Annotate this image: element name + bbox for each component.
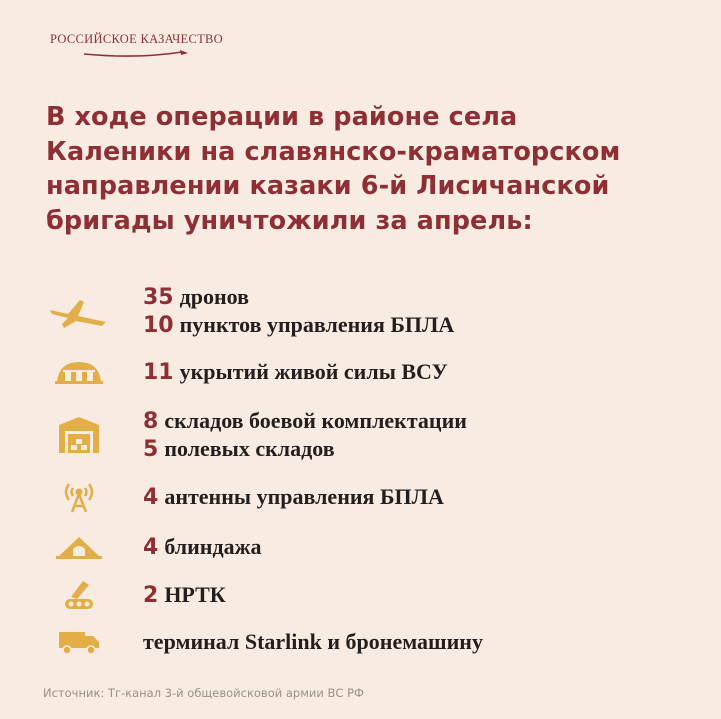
antenna-icon <box>46 477 112 517</box>
shelter-icon <box>46 352 112 392</box>
item-line: 11 укрытий живой силы ВСУ <box>143 359 448 385</box>
sabre-icon <box>82 48 192 60</box>
item-line: 5 полевых складов <box>143 436 335 462</box>
headline-line: бригады уничтожили за апрель: <box>46 205 533 236</box>
truck-icon <box>46 622 112 662</box>
headline-line: В ходе операции в районе села <box>46 102 518 132</box>
brand-name: РОССИЙСКОЕ КАЗАЧЕСТВО <box>50 32 224 46</box>
item-line: 2 НРТК <box>143 582 226 608</box>
item-line: 4 блиндажа <box>143 534 262 560</box>
headline-line: Каленики на славянско-краматорском <box>46 136 621 167</box>
item-line: 4 антенны управления БПЛА <box>143 484 444 510</box>
headline-line: направлении казаки 6-й Лисичанской <box>46 171 610 201</box>
dugout-icon <box>46 527 112 567</box>
robot-vehicle-icon <box>46 575 112 615</box>
warehouse-icon <box>46 415 112 455</box>
item-line: 8 складов боевой комплектации <box>143 408 467 434</box>
item-line: 10 пунктов управления БПЛА <box>143 312 455 338</box>
item-line: терминал Starlink и бронемашину <box>143 629 483 654</box>
headline <box>46 100 696 238</box>
source-note: Источник: Тг-канал 3-й общевойсковой армии ВС РФ <box>43 686 364 700</box>
item-line: 35 дронов <box>143 284 249 310</box>
drone-icon <box>46 293 112 333</box>
